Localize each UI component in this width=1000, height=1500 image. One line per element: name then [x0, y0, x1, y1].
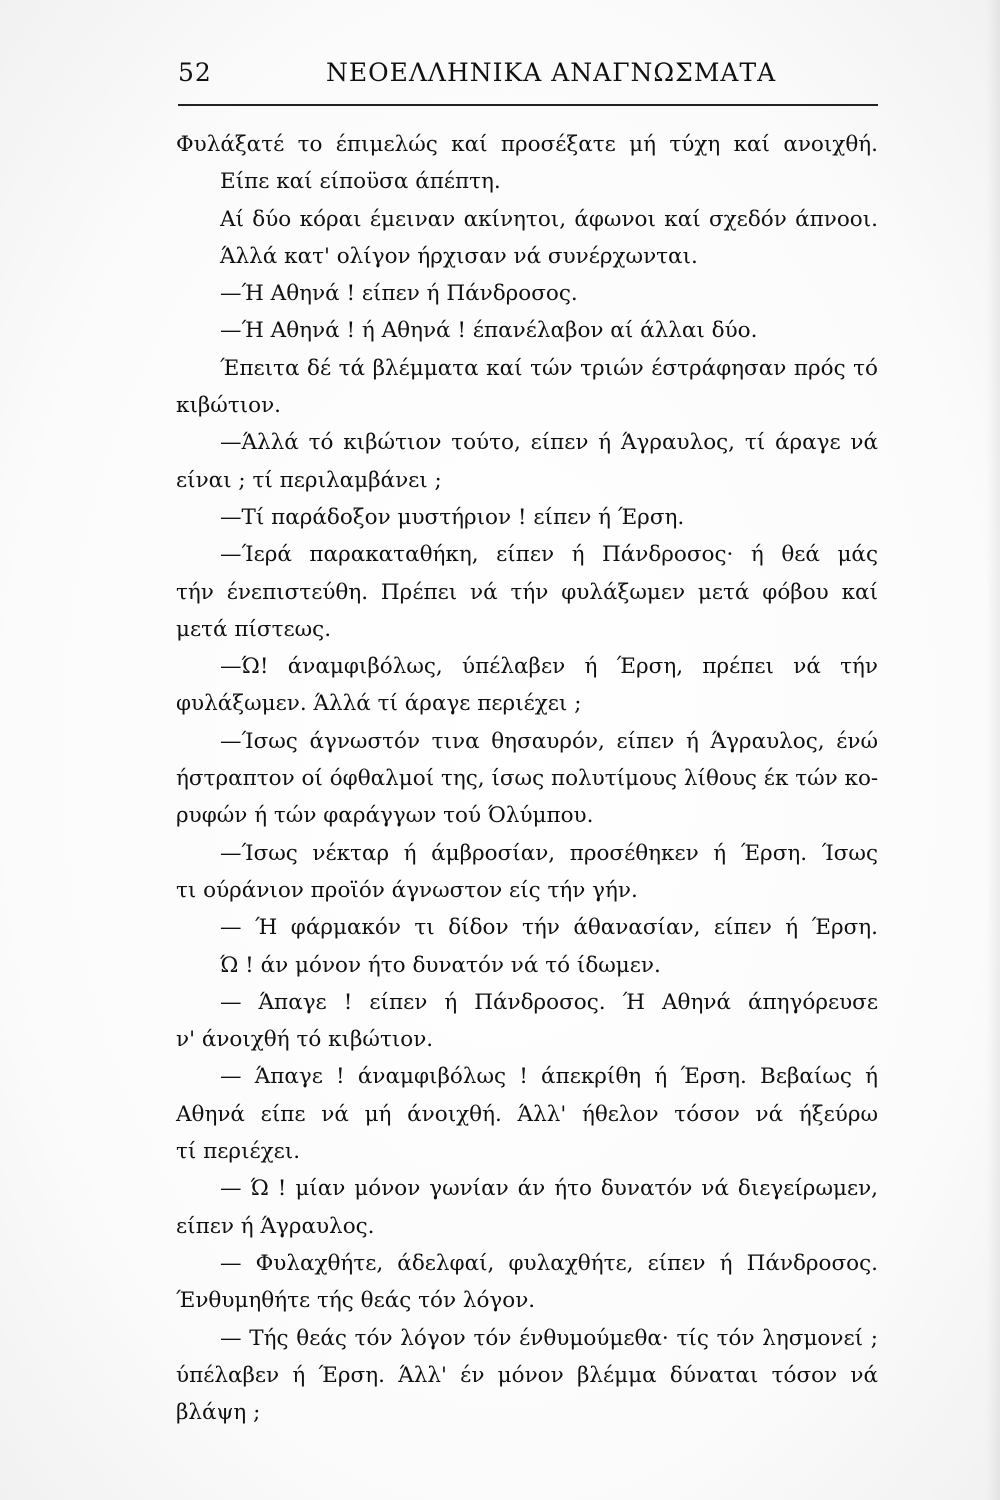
- text-line: ύπέλαβεν ή Έρση. Άλλ' έν μόνον βλέμμα δύναται τόσον νά: [176, 1362, 878, 1388]
- text-line: τί περιέχει.: [176, 1139, 301, 1165]
- text-line: —Ώ! άναμφιβόλως, ύπέλαβεν ή Έρση, πρέπει νά τήν: [220, 654, 878, 680]
- text-line: —Ίσως άγνωστόν τινα θησαυρόν, είπεν ή Άγραυλος, ένώ: [220, 728, 878, 754]
- text-line: — Άπαγε ! άναμφιβόλως ! άπεκρίθη ή Έρση. Βεβαίως ή: [220, 1064, 878, 1090]
- text-line: Άλλά κατ' ολίγον ήρχισαν νά συνέρχωνται.: [220, 243, 698, 269]
- text-line: Έπειτα δέ τά βλέμματα καί τών τριών έστράφησαν πρός τό: [220, 355, 878, 381]
- page-header: [178, 58, 878, 98]
- text-line: Φυλάξατέ το έπιμελώς καί προσέξατε μή τύχη καί ανοιχθή.: [176, 132, 878, 157]
- text-line: — Ώ ! μίαν μόνον γωνίαν άν ήτο δυνατόν νά διεγείρωμεν,: [220, 1176, 878, 1202]
- text-line: μετά πίστεως.: [176, 616, 332, 642]
- text-line: —Τί παράδοξον μυστήριον ! είπεν ή Έρση.: [220, 504, 685, 530]
- text-line: ρυφών ή τών φαράγγων τού Όλύμπου.: [176, 803, 594, 829]
- text-line: βλάψη ;: [176, 1400, 261, 1426]
- text-line: —Ίερά παρακαταθήκη, είπεν ή Πάνδροσος· ή θεά μάς: [220, 542, 878, 568]
- text-line: — Ή φάρμακόν τι δίδον τήν άθανασίαν, είπεν ή Έρση.: [220, 915, 878, 941]
- text-line: είναι ; τί περιλαμβάνει ;: [176, 467, 442, 493]
- text-line: —Ή Αθηνά ! είπεν ή Πάνδροσος.: [220, 281, 578, 307]
- text-line: φυλάξωμεν. Άλλά τί άραγε περιέχει ;: [176, 691, 582, 717]
- text-line: κιβώτιον.: [176, 393, 282, 419]
- page-number: 52: [178, 58, 212, 87]
- text-line: —Ή Αθηνά ! ή Αθηνά ! έπανέλαβον αί άλλαι δύο.: [220, 318, 758, 344]
- text-line: Αθηνά είπε νά μή άνοιχθή. Άλλ' ήθελον τόσον νά ήξεύρω: [176, 1101, 878, 1127]
- text-line: —Άλλά τό κιβώτιον τούτο, είπεν ή Άγραυλος, τί άραγε νά: [220, 430, 878, 456]
- body-text: [176, 126, 878, 1431]
- text-line: τι ούράνιον προϊόν άγνωστον είς τήν γήν.: [176, 877, 638, 903]
- text-line: Αί δύο κόραι έμειναν ακίνητοι, άφωνοι καί σχεδόν άπνοοι.: [220, 206, 878, 232]
- header-rule: [178, 104, 878, 106]
- text-line: τήν ένεπιστεύθη. Πρέπει νά τήν φυλάξωμεν μετά φόβου καί: [176, 579, 878, 605]
- text-line: — Φυλαχθήτε, άδελφαί, φυλαχθήτε, είπεν ή Πάνδροσος.: [220, 1250, 878, 1276]
- text-line: Ένθυμηθήτε τής θεάς τόν λόγον.: [176, 1288, 536, 1314]
- page-edge-shadow: [986, 0, 1000, 1500]
- text-line: —Ίσως νέκταρ ή άμβροσίαν, προσέθηκεν ή Έρση. Ίσως: [220, 840, 878, 866]
- text-line: είπεν ή Άγραυλος.: [176, 1213, 375, 1239]
- text-line: Ώ ! άν μόνον ήτο δυνατόν νά τό ίδωμεν.: [220, 952, 661, 978]
- text-line: ν' άνοιχθή τό κιβώτιον.: [176, 1027, 434, 1053]
- running-title: ΝΕΟΕΛΛΗΝΙΚΑ ΑΝΑΓΝΩΣΜΑΤΑ: [326, 58, 777, 87]
- text-line: — Άπαγε ! είπεν ή Πάνδροσος. Ή Αθηνά άπηγόρευσε: [220, 989, 878, 1015]
- text-line: — Τής θεάς τόν λόγον τόν ένθυμούμεθα· τίς τόν λησμονεί ;: [220, 1325, 878, 1351]
- text-line: Είπε καί είποϋσα άπέπτη.: [220, 169, 501, 195]
- text-line: ήστραπτον οί όφθαλμοί της, ίσως πολυτίμους λίθους έκ τών κο-: [176, 766, 879, 792]
